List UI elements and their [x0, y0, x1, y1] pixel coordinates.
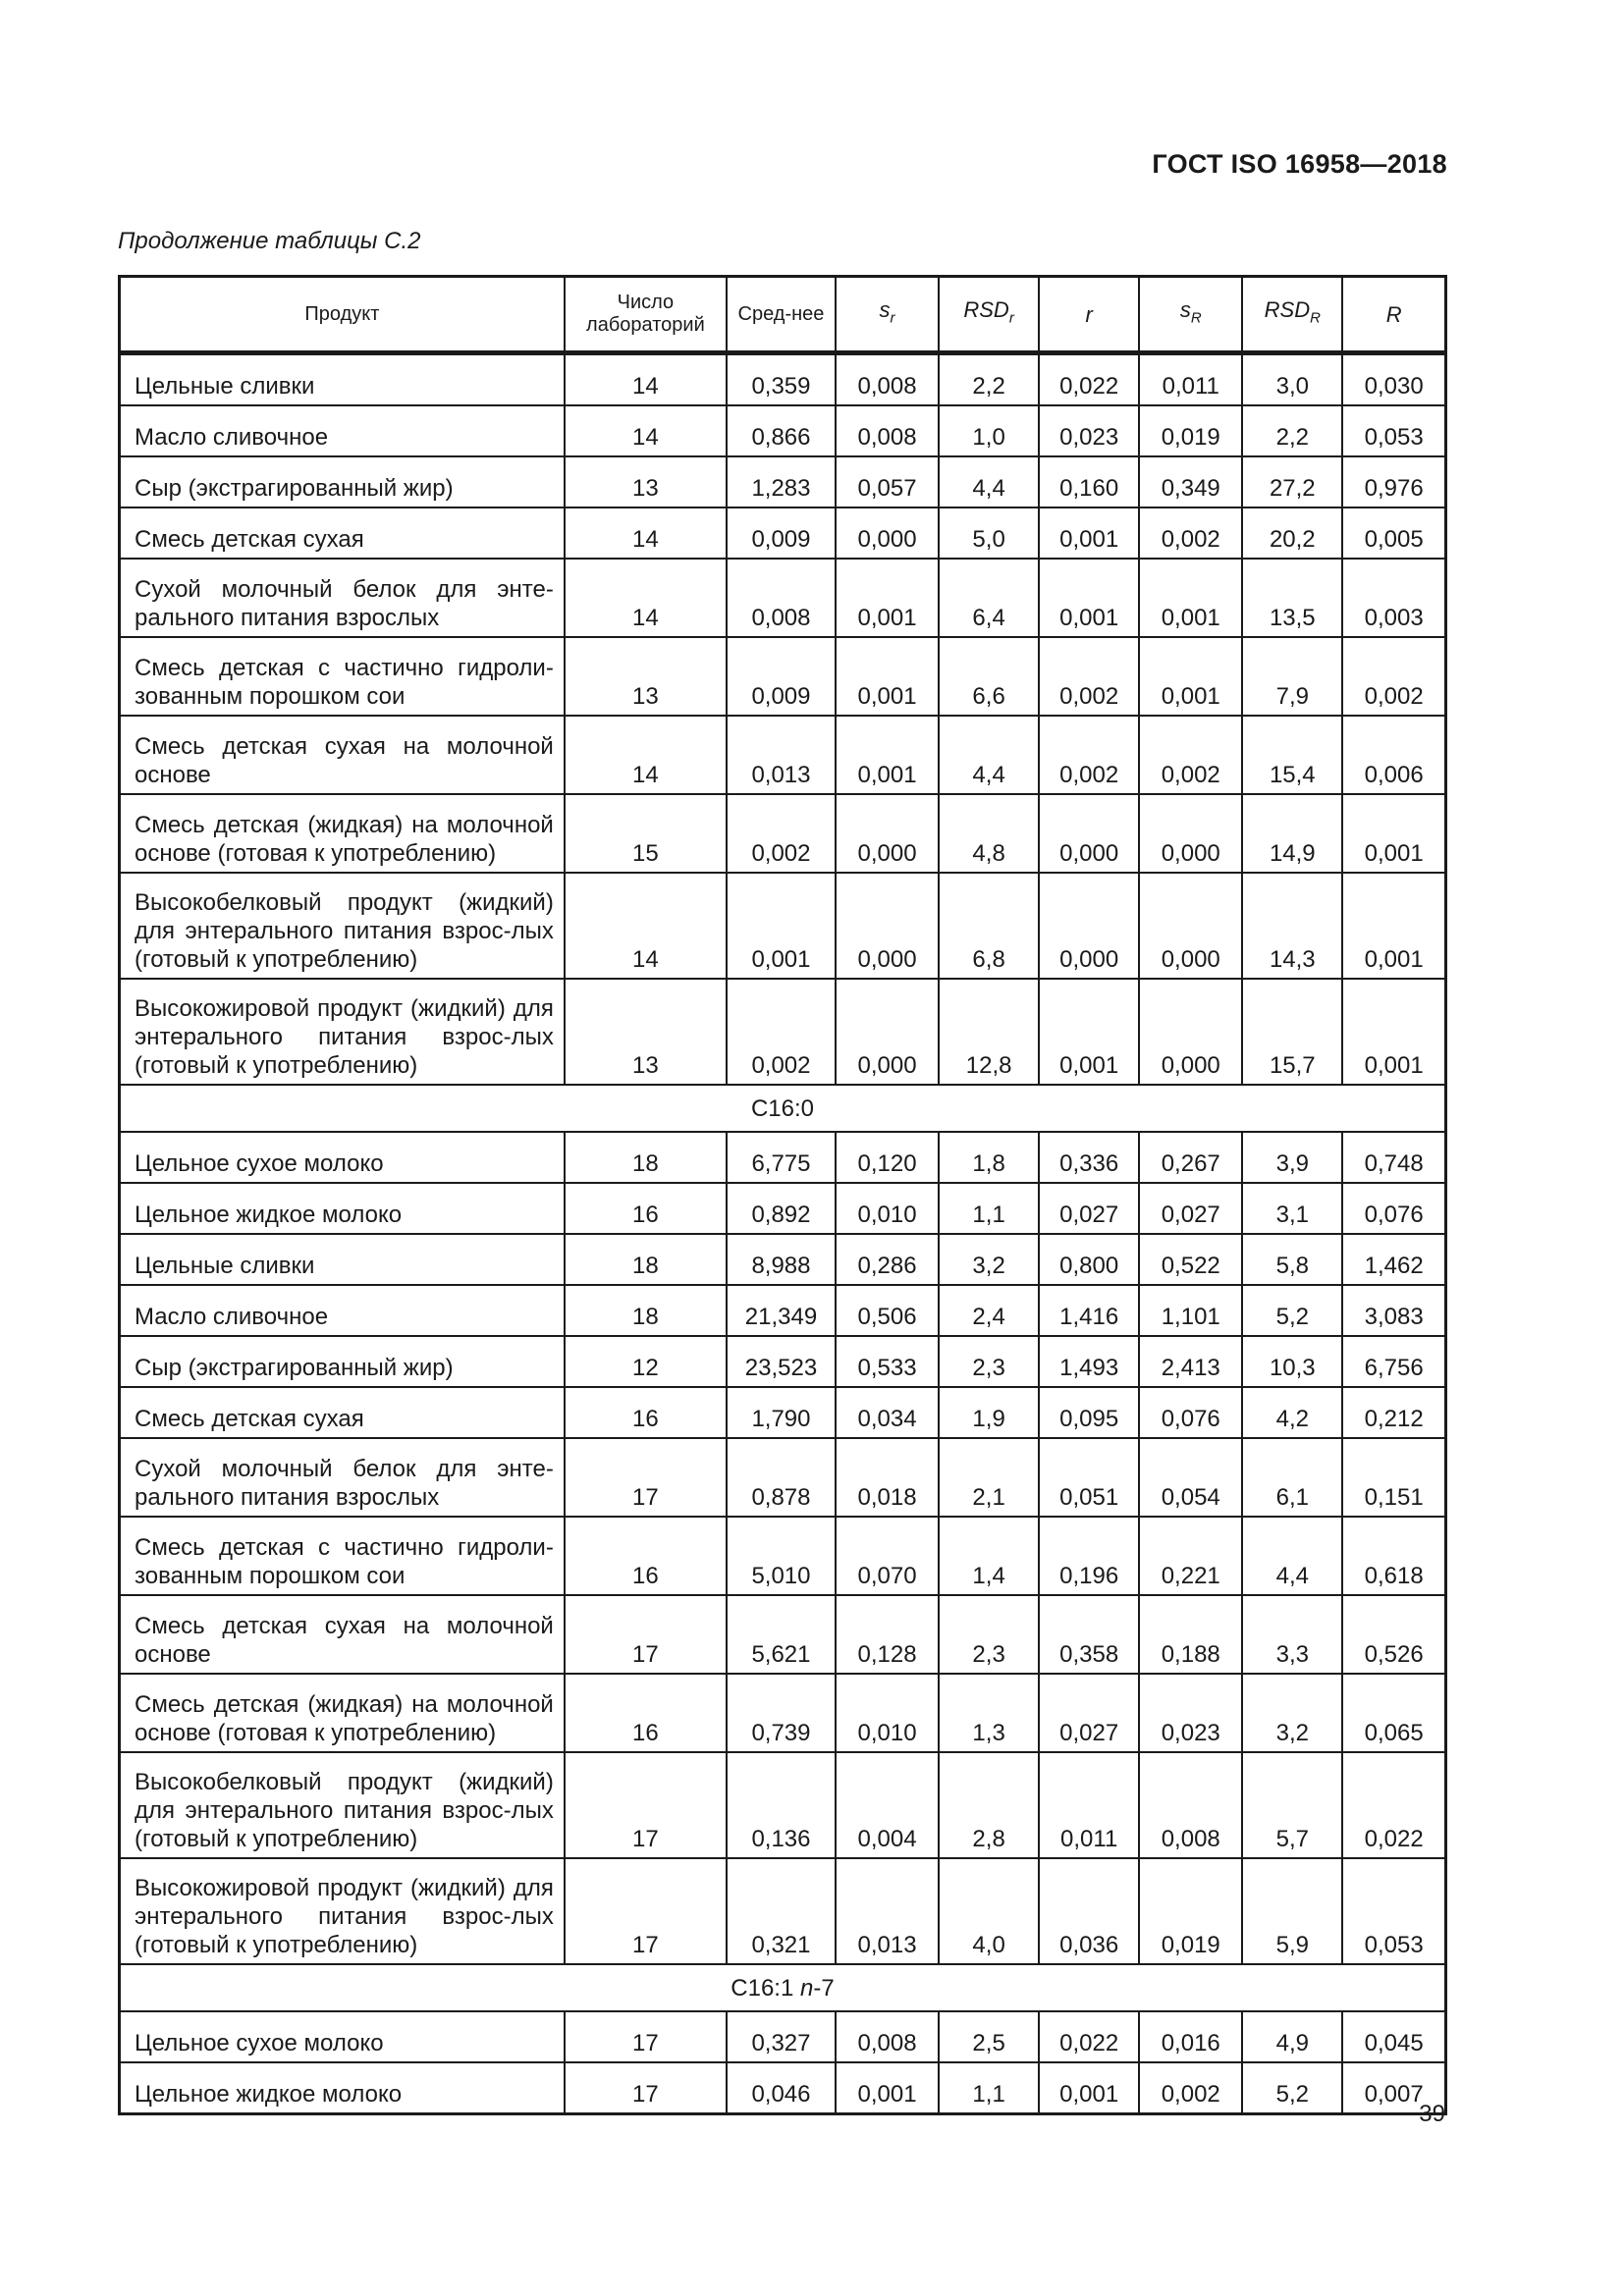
cell-product: Смесь детская с частично гидроли-зованным порошком сои	[120, 1517, 565, 1595]
table-row	[120, 1674, 1446, 1752]
cell-labs: 14	[565, 716, 727, 794]
cell-rsdr: 2,2	[939, 353, 1039, 406]
table-row	[120, 1752, 1446, 1858]
cell-r: 0,001	[1039, 2062, 1139, 2114]
cell-rsdr: 1,9	[939, 1387, 1039, 1438]
cell-sR: 0,349	[1139, 456, 1242, 507]
cell-sr: 0,000	[836, 873, 939, 979]
cell-labs: 12	[565, 1336, 727, 1387]
cell-rsdR: 5,2	[1242, 1285, 1342, 1336]
cell-product: Смесь детская с частично гидроли-зованным порошком сои	[120, 637, 565, 716]
table-row	[120, 979, 1446, 1085]
cell-sr: 0,057	[836, 456, 939, 507]
cell-product: Цельное сухое молоко	[120, 2011, 565, 2062]
table-row	[120, 1858, 1446, 1964]
cell-labs: 16	[565, 1183, 727, 1234]
cell-R: 0,001	[1342, 873, 1445, 979]
cell-sr: 0,010	[836, 1674, 939, 1752]
cell-product: Цельные сливки	[120, 353, 565, 406]
section-label: C16:0	[120, 1085, 1446, 1132]
cell-sR: 0,019	[1139, 1858, 1242, 1964]
table-row	[120, 1285, 1446, 1336]
col-header-rsdr: $RSD_r$	[939, 277, 1039, 353]
cell-sR: 0,188	[1139, 1595, 1242, 1674]
cell-R: 0,076	[1342, 1183, 1445, 1234]
precision-table	[118, 275, 1447, 2115]
cell-R: 3,083	[1342, 1285, 1445, 1336]
cell-rsdr: 1,1	[939, 2062, 1039, 2114]
cell-sR: 0,011	[1139, 353, 1242, 406]
cell-labs: 14	[565, 559, 727, 637]
cell-product: Цельное жидкое молоко	[120, 1183, 565, 1234]
cell-labs: 16	[565, 1517, 727, 1595]
cell-labs: 13	[565, 456, 727, 507]
cell-R: 0,976	[1342, 456, 1445, 507]
table-row	[120, 1234, 1446, 1285]
cell-sR: 0,019	[1139, 405, 1242, 456]
cell-mean: 0,892	[727, 1183, 836, 1234]
cell-R: 0,003	[1342, 559, 1445, 637]
table-row	[120, 1387, 1446, 1438]
cell-mean: 0,001	[727, 873, 836, 979]
section-row	[120, 1964, 1446, 2011]
cell-r: 0,023	[1039, 405, 1139, 456]
cell-mean: 0,321	[727, 1858, 836, 1964]
cell-R: 0,748	[1342, 1132, 1445, 1183]
cell-rsdr: 1,8	[939, 1132, 1039, 1183]
cell-labs: 17	[565, 2011, 727, 2062]
cell-sR: 0,221	[1139, 1517, 1242, 1595]
cell-labs: 17	[565, 1595, 727, 1674]
cell-rsdr: 1,0	[939, 405, 1039, 456]
cell-R: 1,462	[1342, 1234, 1445, 1285]
cell-R: 0,001	[1342, 794, 1445, 873]
cell-r: 0,022	[1039, 2011, 1139, 2062]
col-header-product: Продукт	[120, 277, 565, 353]
cell-mean: 1,283	[727, 456, 836, 507]
cell-sr: 0,008	[836, 2011, 939, 2062]
cell-sr: 0,001	[836, 2062, 939, 2114]
cell-mean: 0,878	[727, 1438, 836, 1517]
cell-r: 0,027	[1039, 1674, 1139, 1752]
cell-R: 0,053	[1342, 405, 1445, 456]
cell-sR: 0,522	[1139, 1234, 1242, 1285]
table-row	[120, 1183, 1446, 1234]
cell-product: Цельное сухое молоко	[120, 1132, 565, 1183]
cell-mean: 0,002	[727, 794, 836, 873]
cell-product: Сухой молочный белок для энте-рального питания взрослых	[120, 1438, 565, 1517]
cell-sr: 0,008	[836, 405, 939, 456]
cell-R: 0,053	[1342, 1858, 1445, 1964]
cell-sR: 0,001	[1139, 559, 1242, 637]
cell-rsdr: 2,5	[939, 2011, 1039, 2062]
cell-product: Сухой молочный белок для энте-рального питания взрослых	[120, 559, 565, 637]
cell-labs: 14	[565, 353, 727, 406]
cell-rsdr: 12,8	[939, 979, 1039, 1085]
document-id: ГОСТ ISO 16958—2018	[1152, 149, 1447, 179]
cell-sR: 1,101	[1139, 1285, 1242, 1336]
cell-r: 0,001	[1039, 507, 1139, 559]
cell-product: Смесь детская сухая на молочной основе	[120, 1595, 565, 1674]
cell-R: 0,005	[1342, 507, 1445, 559]
col-header-sr: $s_r$	[836, 277, 939, 353]
cell-rsdR: 3,2	[1242, 1674, 1342, 1752]
cell-mean: 0,002	[727, 979, 836, 1085]
cell-mean: 0,866	[727, 405, 836, 456]
cell-sR: 0,016	[1139, 2011, 1242, 2062]
cell-labs: 18	[565, 1285, 727, 1336]
cell-sR: 0,000	[1139, 794, 1242, 873]
cell-labs: 16	[565, 1387, 727, 1438]
cell-mean: 23,523	[727, 1336, 836, 1387]
cell-product: Высокобелковый продукт (жидкий) для энтерального питания взрос-лых (готовый к употреблению)	[120, 873, 565, 979]
cell-r: 1,493	[1039, 1336, 1139, 1387]
table-row	[120, 873, 1446, 979]
cell-product: Сыр (экстрагированный жир)	[120, 1336, 565, 1387]
cell-product: Смесь детская (жидкая) на молочной основе (готовая к употреблению)	[120, 1674, 565, 1752]
cell-labs: 15	[565, 794, 727, 873]
cell-rsdr: 5,0	[939, 507, 1039, 559]
cell-r: 0,027	[1039, 1183, 1139, 1234]
col-header-r: r	[1039, 277, 1139, 353]
cell-product: Смесь детская (жидкая) на молочной основе (готовая к употреблению)	[120, 794, 565, 873]
cell-sr: 0,506	[836, 1285, 939, 1336]
cell-r: 1,416	[1039, 1285, 1139, 1336]
cell-sr: 0,000	[836, 979, 939, 1085]
cell-mean: 5,621	[727, 1595, 836, 1674]
cell-rsdr: 3,2	[939, 1234, 1039, 1285]
cell-R: 6,756	[1342, 1336, 1445, 1387]
cell-product: Цельное жидкое молоко	[120, 2062, 565, 2114]
table-row	[120, 507, 1446, 559]
cell-product: Высокожировой продукт (жидкий) для энтерального питания взрос-лых (готовый к употреблению)	[120, 1858, 565, 1964]
cell-product: Высокобелковый продукт (жидкий) для энтерального питания взрос-лых (готовый к употреблению)	[120, 1752, 565, 1858]
table-row	[120, 353, 1446, 406]
cell-rsdR: 5,7	[1242, 1752, 1342, 1858]
cell-rsdR: 6,1	[1242, 1438, 1342, 1517]
cell-labs: 17	[565, 1438, 727, 1517]
cell-product: Масло сливочное	[120, 1285, 565, 1336]
cell-rsdR: 14,3	[1242, 873, 1342, 979]
cell-rsdR: 27,2	[1242, 456, 1342, 507]
table-row	[120, 1336, 1446, 1387]
cell-sr: 0,004	[836, 1752, 939, 1858]
cell-r: 0,000	[1039, 873, 1139, 979]
cell-mean: 1,790	[727, 1387, 836, 1438]
cell-rsdR: 3,1	[1242, 1183, 1342, 1234]
col-header-rsdR: $RSD_R$	[1242, 277, 1342, 353]
cell-product: Смесь детская сухая	[120, 507, 565, 559]
cell-R: 0,022	[1342, 1752, 1445, 1858]
cell-r: 0,358	[1039, 1595, 1139, 1674]
cell-sR: 0,267	[1139, 1132, 1242, 1183]
cell-mean: 0,739	[727, 1674, 836, 1752]
cell-labs: 17	[565, 2062, 727, 2114]
cell-sr: 0,001	[836, 716, 939, 794]
cell-sR: 0,008	[1139, 1752, 1242, 1858]
cell-sR: 0,000	[1139, 979, 1242, 1085]
table-row	[120, 716, 1446, 794]
cell-rsdr: 6,8	[939, 873, 1039, 979]
table-row	[120, 794, 1446, 873]
cell-mean: 0,009	[727, 637, 836, 716]
cell-rsdr: 2,4	[939, 1285, 1039, 1336]
cell-r: 0,196	[1039, 1517, 1139, 1595]
section-row	[120, 1085, 1446, 1132]
cell-rsdR: 20,2	[1242, 507, 1342, 559]
cell-product: Смесь детская сухая	[120, 1387, 565, 1438]
table-caption: Продолжение таблицы С.2	[118, 228, 421, 254]
col-header-mean: Сред-нее	[727, 277, 836, 353]
cell-r: 0,036	[1039, 1858, 1139, 1964]
cell-r: 0,002	[1039, 637, 1139, 716]
cell-sr: 0,000	[836, 794, 939, 873]
cell-R: 0,065	[1342, 1674, 1445, 1752]
cell-sR: 0,000	[1139, 873, 1242, 979]
cell-labs: 13	[565, 979, 727, 1085]
cell-mean: 0,046	[727, 2062, 836, 2114]
cell-R: 0,002	[1342, 637, 1445, 716]
cell-r: 0,000	[1039, 794, 1139, 873]
cell-sr: 0,001	[836, 559, 939, 637]
cell-rsdr: 4,0	[939, 1858, 1039, 1964]
cell-sr: 0,120	[836, 1132, 939, 1183]
cell-mean: 6,775	[727, 1132, 836, 1183]
cell-sR: 0,002	[1139, 716, 1242, 794]
cell-rsdr: 6,6	[939, 637, 1039, 716]
cell-rsdR: 3,9	[1242, 1132, 1342, 1183]
cell-mean: 21,349	[727, 1285, 836, 1336]
cell-r: 0,095	[1039, 1387, 1139, 1438]
cell-R: 0,030	[1342, 353, 1445, 406]
cell-mean: 0,009	[727, 507, 836, 559]
cell-rsdR: 5,8	[1242, 1234, 1342, 1285]
cell-labs: 18	[565, 1132, 727, 1183]
cell-r: 0,001	[1039, 559, 1139, 637]
cell-R: 0,212	[1342, 1387, 1445, 1438]
cell-r: 0,002	[1039, 716, 1139, 794]
cell-rsdR: 5,9	[1242, 1858, 1342, 1964]
cell-rsdR: 3,0	[1242, 353, 1342, 406]
cell-rsdR: 4,2	[1242, 1387, 1342, 1438]
cell-mean: 0,013	[727, 716, 836, 794]
cell-sr: 0,008	[836, 353, 939, 406]
cell-rsdR: 4,9	[1242, 2011, 1342, 2062]
cell-sR: 0,023	[1139, 1674, 1242, 1752]
cell-product: Высокожировой продукт (жидкий) для энтерального питания взрос-лых (готовый к употреблению)	[120, 979, 565, 1085]
cell-sr: 0,010	[836, 1183, 939, 1234]
section-label: C16:1 n-7	[120, 1964, 1446, 2011]
cell-mean: 0,008	[727, 559, 836, 637]
cell-labs: 14	[565, 507, 727, 559]
cell-sR: 0,001	[1139, 637, 1242, 716]
cell-sr: 0,128	[836, 1595, 939, 1674]
cell-sR: 0,076	[1139, 1387, 1242, 1438]
table-row	[120, 637, 1446, 716]
cell-sR: 2,413	[1139, 1336, 1242, 1387]
cell-rsdr: 1,4	[939, 1517, 1039, 1595]
cell-mean: 0,359	[727, 353, 836, 406]
cell-R: 0,001	[1342, 979, 1445, 1085]
cell-mean: 0,136	[727, 1752, 836, 1858]
cell-mean: 0,327	[727, 2011, 836, 2062]
cell-product: Смесь детская сухая на молочной основе	[120, 716, 565, 794]
cell-sR: 0,054	[1139, 1438, 1242, 1517]
table-row	[120, 456, 1446, 507]
cell-R: 0,618	[1342, 1517, 1445, 1595]
cell-rsdr: 2,8	[939, 1752, 1039, 1858]
table-row	[120, 2062, 1446, 2114]
cell-sr: 0,533	[836, 1336, 939, 1387]
cell-rsdR: 10,3	[1242, 1336, 1342, 1387]
cell-sr: 0,000	[836, 507, 939, 559]
cell-sR: 0,002	[1139, 2062, 1242, 2114]
table-row	[120, 1595, 1446, 1674]
cell-r: 0,011	[1039, 1752, 1139, 1858]
cell-sr: 0,070	[836, 1517, 939, 1595]
cell-labs: 16	[565, 1674, 727, 1752]
table-row	[120, 1517, 1446, 1595]
table-row	[120, 559, 1446, 637]
table-header-row	[120, 277, 1446, 353]
cell-sr: 0,001	[836, 637, 939, 716]
table-row	[120, 405, 1446, 456]
cell-sR: 0,002	[1139, 507, 1242, 559]
cell-r: 0,022	[1039, 353, 1139, 406]
col-header-R: R	[1342, 277, 1445, 353]
cell-R: 0,006	[1342, 716, 1445, 794]
cell-rsdR: 5,2	[1242, 2062, 1342, 2114]
cell-product: Цельные сливки	[120, 1234, 565, 1285]
cell-r: 0,336	[1039, 1132, 1139, 1183]
cell-rsdR: 14,9	[1242, 794, 1342, 873]
cell-r: 0,800	[1039, 1234, 1139, 1285]
cell-r: 0,051	[1039, 1438, 1139, 1517]
cell-rsdr: 1,1	[939, 1183, 1039, 1234]
cell-mean: 5,010	[727, 1517, 836, 1595]
cell-labs: 13	[565, 637, 727, 716]
cell-sr: 0,034	[836, 1387, 939, 1438]
cell-labs: 14	[565, 405, 727, 456]
cell-R: 0,526	[1342, 1595, 1445, 1674]
cell-product: Масло сливочное	[120, 405, 565, 456]
col-header-labs: Число лабораторий	[565, 277, 727, 353]
cell-rsdr: 2,3	[939, 1336, 1039, 1387]
cell-rsdR: 4,4	[1242, 1517, 1342, 1595]
cell-r: 0,160	[1039, 456, 1139, 507]
cell-rsdR: 2,2	[1242, 405, 1342, 456]
cell-rsdR: 15,7	[1242, 979, 1342, 1085]
col-header-sR: $s_R$	[1139, 277, 1242, 353]
cell-sr: 0,018	[836, 1438, 939, 1517]
page-number: 39	[1419, 2101, 1445, 2127]
cell-rsdr: 4,4	[939, 456, 1039, 507]
cell-product: Сыр (экстрагированный жир)	[120, 456, 565, 507]
table-row	[120, 1132, 1446, 1183]
cell-rsdR: 15,4	[1242, 716, 1342, 794]
cell-rsdr: 4,8	[939, 794, 1039, 873]
cell-R: 0,151	[1342, 1438, 1445, 1517]
cell-rsdR: 3,3	[1242, 1595, 1342, 1674]
cell-sr: 0,286	[836, 1234, 939, 1285]
table-row	[120, 2011, 1446, 2062]
cell-labs: 17	[565, 1858, 727, 1964]
cell-rsdr: 2,3	[939, 1595, 1039, 1674]
cell-sR: 0,027	[1139, 1183, 1242, 1234]
cell-mean: 8,988	[727, 1234, 836, 1285]
cell-labs: 14	[565, 873, 727, 979]
cell-rsdr: 1,3	[939, 1674, 1039, 1752]
cell-labs: 17	[565, 1752, 727, 1858]
cell-R: 0,007	[1342, 2062, 1445, 2114]
cell-rsdr: 6,4	[939, 559, 1039, 637]
cell-r: 0,001	[1039, 979, 1139, 1085]
cell-labs: 18	[565, 1234, 727, 1285]
cell-rsdr: 4,4	[939, 716, 1039, 794]
cell-rsdr: 2,1	[939, 1438, 1039, 1517]
table-row	[120, 1438, 1446, 1517]
cell-rsdR: 7,9	[1242, 637, 1342, 716]
cell-R: 0,045	[1342, 2011, 1445, 2062]
cell-sr: 0,013	[836, 1858, 939, 1964]
cell-rsdR: 13,5	[1242, 559, 1342, 637]
